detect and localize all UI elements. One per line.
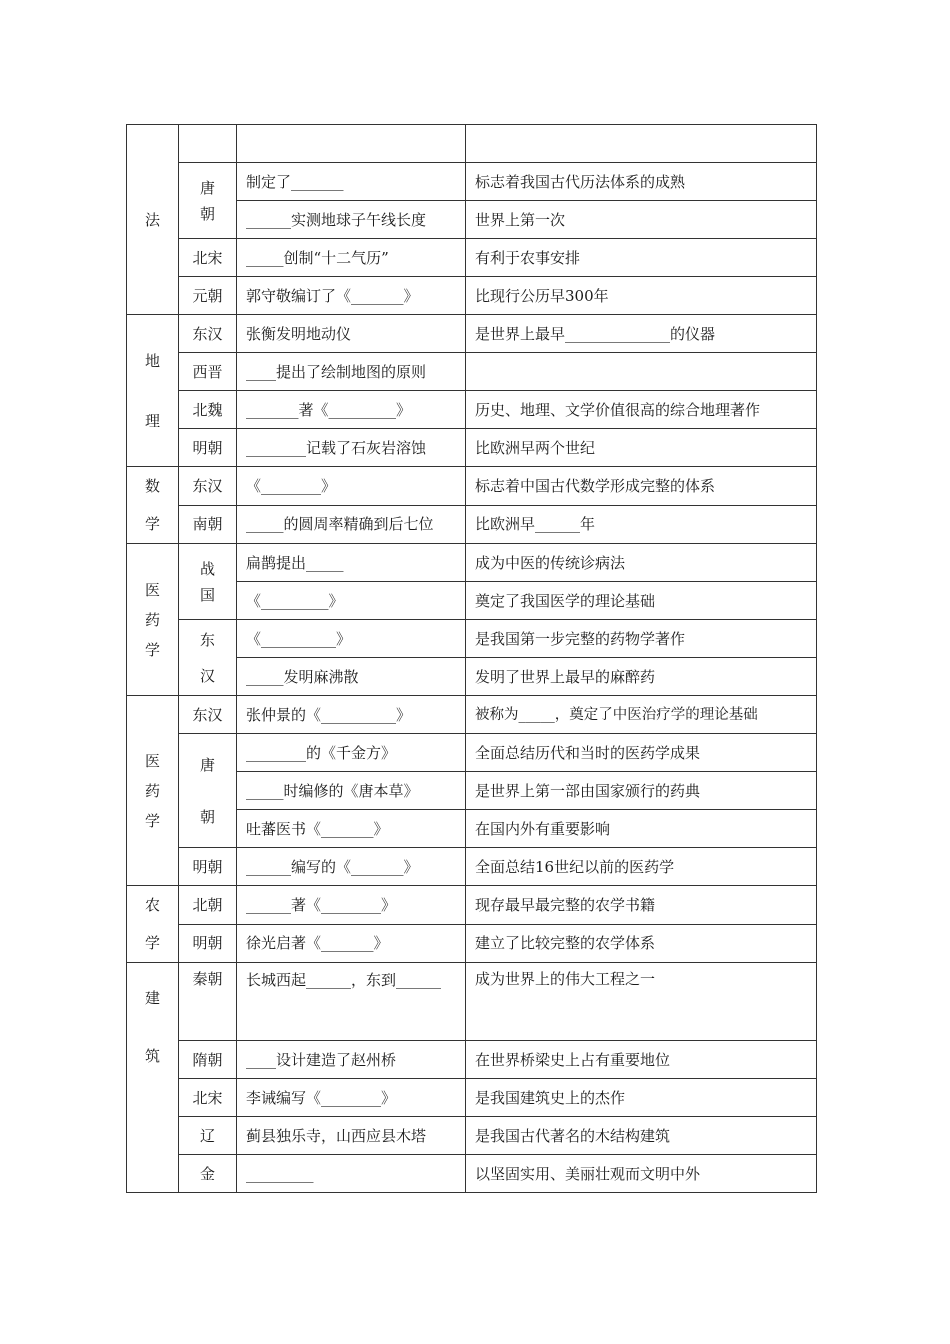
- table-row: [127, 1041, 817, 1079]
- note-cell: 是我国古代著名的木结构建筑: [466, 1117, 817, 1155]
- content-cell: ________记载了石灰岩溶蚀: [237, 429, 466, 467]
- dynasty-cell: 战国: [179, 544, 237, 620]
- table-row: [127, 239, 817, 277]
- dynasty-cell: 金: [179, 1155, 237, 1193]
- content-cell: _____时编修的《唐本草》: [237, 772, 466, 810]
- note-cell: 标志着我国古代历法体系的成熟: [466, 163, 817, 201]
- dynasty-cell: 秦朝: [179, 963, 237, 1041]
- content-cell: 蓟县独乐寺，山西应县木塔: [237, 1117, 466, 1155]
- note-cell: 比现行公历早300年: [466, 277, 817, 315]
- note-cell: 奠定了我国医学的理论基础: [466, 582, 817, 620]
- content-cell: ______实测地球子午线长度: [237, 201, 466, 239]
- table-row: [127, 125, 817, 163]
- table-row: [127, 848, 817, 886]
- dynasty-cell: 东汉: [179, 620, 237, 696]
- note-cell: 全面总结历代和当时的医药学成果: [466, 734, 817, 772]
- note-cell: 发明了世界上最早的麻醉药: [466, 658, 817, 696]
- note-cell: 有利于农事安排: [466, 239, 817, 277]
- dynasty-cell: 西晋: [179, 353, 237, 391]
- table-row: [127, 505, 817, 544]
- table-row: [127, 1117, 817, 1155]
- category-cell: 农学: [127, 886, 179, 963]
- note-cell: 建立了比较完整的农学体系: [466, 924, 817, 963]
- note-cell: [466, 125, 817, 163]
- category-cell: 建筑: [127, 963, 179, 1193]
- note-cell: 是世界上第一部由国家颁行的药典: [466, 772, 817, 810]
- note-cell: 比欧洲早两个世纪: [466, 429, 817, 467]
- note-cell: 世界上第一次: [466, 201, 817, 239]
- note-cell: [466, 353, 817, 391]
- dynasty-cell: 北朝: [179, 886, 237, 925]
- content-cell: _________: [237, 1155, 466, 1193]
- dynasty-cell: 南朝: [179, 505, 237, 544]
- content-cell: 扁鹊提出_____: [237, 544, 466, 582]
- content-cell: 徐光启著《_______》: [237, 924, 466, 963]
- dynasty-cell: 明朝: [179, 848, 237, 886]
- table-row: [127, 1155, 817, 1193]
- content-cell: 张仲景的《__________》: [237, 696, 466, 734]
- category-cell: 数学: [127, 467, 179, 544]
- dynasty-cell: 唐朝: [179, 163, 237, 239]
- category-cell: 医药学: [127, 544, 179, 696]
- note-cell: 在世界桥梁史上占有重要地位: [466, 1041, 817, 1079]
- table-row: [127, 277, 817, 315]
- category-cell: 医药学: [127, 696, 179, 886]
- category-cell: 法: [127, 125, 179, 315]
- table-row: [127, 353, 817, 391]
- content-cell: _______著《_________》: [237, 391, 466, 429]
- note-cell: 标志着中国古代数学形成完整的体系: [466, 467, 817, 506]
- content-cell: 张衡发明地动仪: [237, 315, 466, 353]
- table-row: [127, 391, 817, 429]
- table-row: [127, 924, 817, 963]
- dynasty-cell: 东汉: [179, 467, 237, 506]
- dynasty-cell: 北魏: [179, 391, 237, 429]
- dynasty-cell: 辽: [179, 1117, 237, 1155]
- content-cell: ______著《________》: [237, 886, 466, 925]
- table-row: [127, 1079, 817, 1117]
- note-cell: 全面总结16世纪以前的医药学: [466, 848, 817, 886]
- history-table: [126, 124, 817, 1193]
- content-cell: 制定了_______: [237, 163, 466, 201]
- table-row: [127, 696, 817, 734]
- note-cell: 历史、地理、文学价值很高的综合地理著作: [466, 391, 817, 429]
- content-cell: 《_________》: [237, 582, 466, 620]
- note-cell: 成为中医的传统诊病法: [466, 544, 817, 582]
- dynasty-cell: 隋朝: [179, 1041, 237, 1079]
- note-cell: 以坚固实用、美丽壮观而文明中外: [466, 1155, 817, 1193]
- note-cell: 现存最早最完整的农学书籍: [466, 886, 817, 925]
- note-cell: 成为世界上的伟大工程之一: [466, 963, 817, 1041]
- table-row: [127, 544, 817, 582]
- dynasty-cell: 东汉: [179, 696, 237, 734]
- content-cell: 郭守敬编订了《_______》: [237, 277, 466, 315]
- table-row: [127, 163, 817, 201]
- dynasty-cell: 明朝: [179, 429, 237, 467]
- content-cell: [237, 125, 466, 163]
- dynasty-cell: 元朝: [179, 277, 237, 315]
- content-cell: 李诫编写《________》: [237, 1079, 466, 1117]
- content-cell: ______编写的《_______》: [237, 848, 466, 886]
- content-cell: _____创制“十二气历”: [237, 239, 466, 277]
- table-row: [127, 886, 817, 925]
- content-cell: 长城西起______，东到______: [237, 963, 466, 1041]
- content-cell: _____的圆周率精确到后七位: [237, 505, 466, 544]
- table-row: [127, 963, 817, 1041]
- dynasty-cell: 北宋: [179, 1079, 237, 1117]
- note-cell: 比欧洲早______年: [466, 505, 817, 544]
- table-row: [127, 620, 817, 658]
- content-cell: 《________》: [237, 467, 466, 506]
- table-row: [127, 734, 817, 772]
- table-row: [127, 467, 817, 506]
- content-cell: ________的《千金方》: [237, 734, 466, 772]
- dynasty-cell: 唐朝: [179, 734, 237, 848]
- note-cell: 是世界上最早______________的仪器: [466, 315, 817, 353]
- dynasty-cell: 东汉: [179, 315, 237, 353]
- dynasty-cell: [179, 125, 237, 163]
- note-cell: 是我国第一步完整的药物学著作: [466, 620, 817, 658]
- content-cell: 《__________》: [237, 620, 466, 658]
- content-cell: 吐蕃医书《_______》: [237, 810, 466, 848]
- content-cell: ____提出了绘制地图的原则: [237, 353, 466, 391]
- note-cell: 是我国建筑史上的杰作: [466, 1079, 817, 1117]
- note-cell: 被称为_____，奠定了中医治疗学的理论基础: [466, 696, 817, 734]
- content-cell: ____设计建造了赵州桥: [237, 1041, 466, 1079]
- category-cell: 地理: [127, 315, 179, 467]
- dynasty-cell: 明朝: [179, 924, 237, 963]
- table-row: [127, 315, 817, 353]
- note-cell: 在国内外有重要影响: [466, 810, 817, 848]
- table-row: [127, 429, 817, 467]
- content-cell: _____发明麻沸散: [237, 658, 466, 696]
- dynasty-cell: 北宋: [179, 239, 237, 277]
